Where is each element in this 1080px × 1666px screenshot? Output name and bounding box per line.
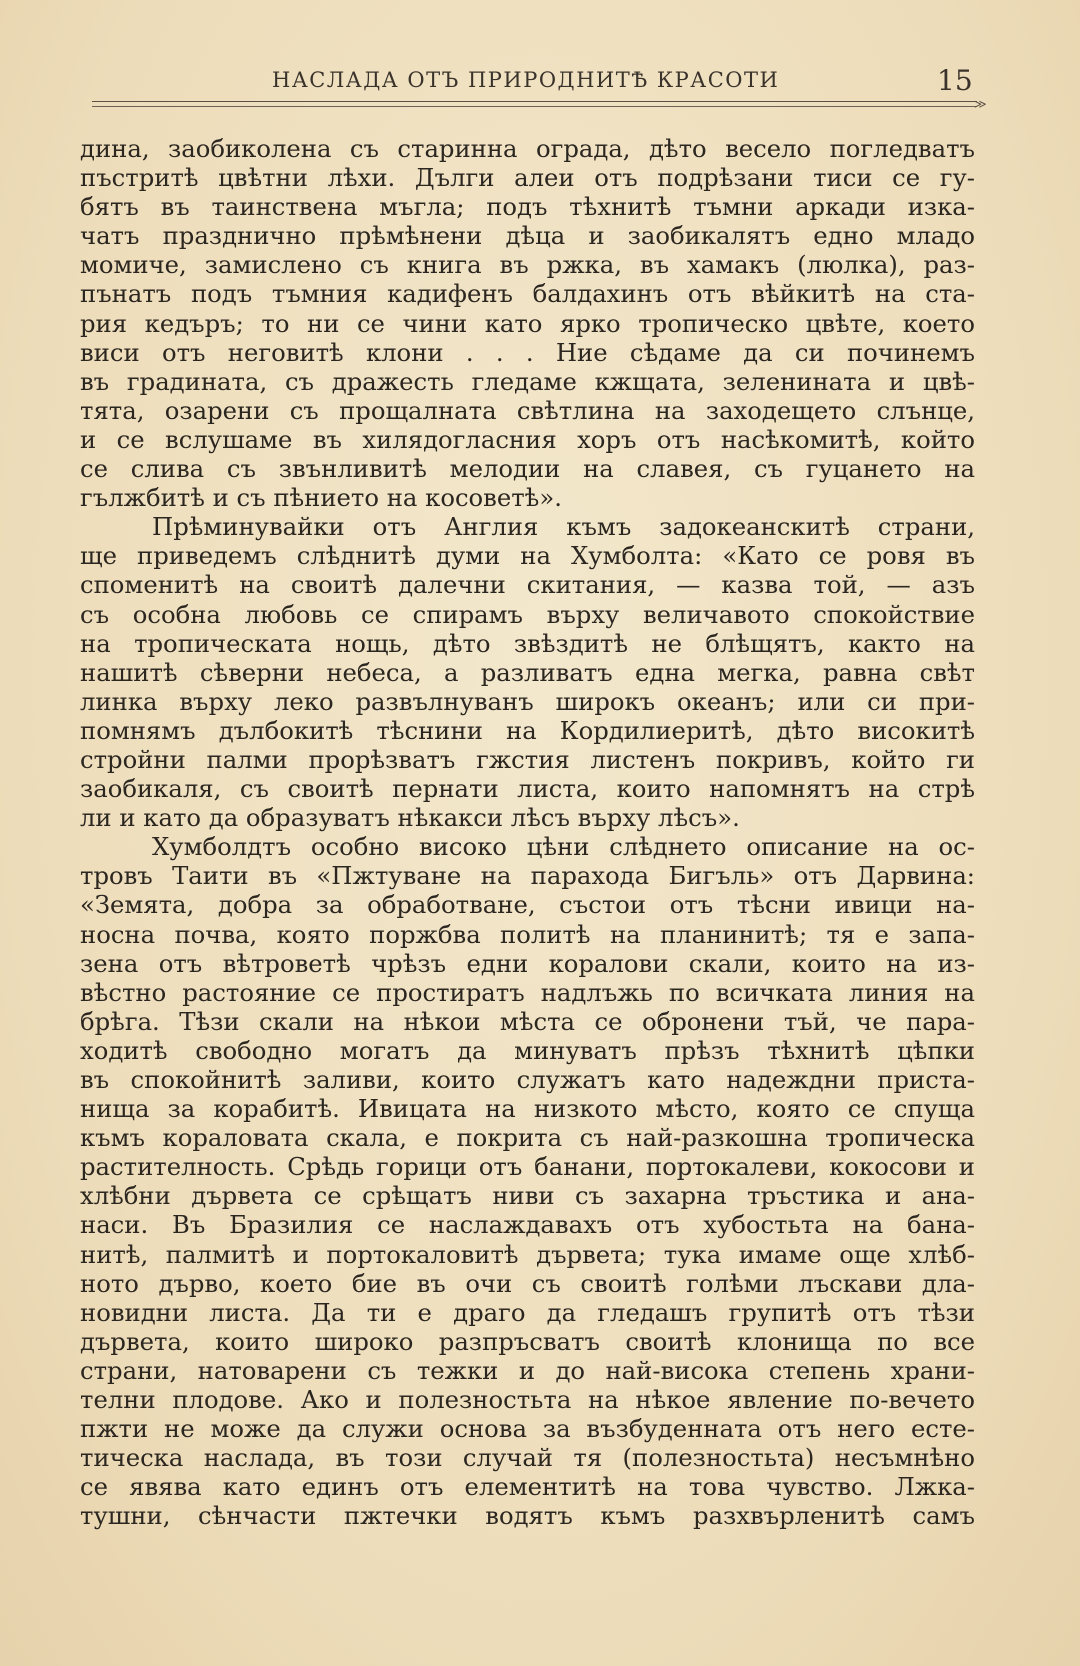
body-text [80, 134, 975, 1531]
text-line: виси отъ неговитѣ клони . . . Ние сѣдаме да си починемъ [80, 337, 975, 367]
text-line: новидни листа. Да ти е драго да гледашъ групитѣ отъ тѣзи [80, 1297, 975, 1327]
text-line: тушни, сѣнчасти пжтечки водятъ къмъ разхвърленитѣ самъ [80, 1501, 975, 1531]
text-line: се явява като единъ отъ елементитѣ на това чувство. Лжка- [80, 1472, 975, 1502]
text-line: линка върху леко развълнуванъ широкъ океанъ; или си при- [80, 686, 975, 716]
text-line: Прѣминувайки отъ Англия къмъ задокеанскитѣ страни, [152, 512, 975, 542]
text-line: къмъ кораловата скала, е покрита съ най-разкошна тропическа [80, 1123, 975, 1153]
text-line: чатъ празднично прѣмѣнени дѣца и заобикалятъ едно младо [80, 221, 975, 251]
text-line: брѣга. Тѣзи скали на нѣкои мѣста се обронени тъй, че пара- [80, 1006, 975, 1036]
text-line: ли и като да образуватъ нѣкакси лѣсъ върху лѣсъ». [80, 803, 740, 833]
text-line: ното дърво, което бие въ очи съ своитѣ голѣми лъскави дла- [80, 1268, 975, 1298]
text-line: нища за корабитѣ. Ивицата на низкото мѣсто, която се спуща [80, 1094, 975, 1124]
text-line: хлѣбни дървета се срѣщатъ ниви съ захарна тръстика и ана- [80, 1181, 975, 1211]
text-line: тровъ Таити въ «Пжтуване на парахода Бигъль» отъ Дарвина: [80, 861, 975, 891]
text-line: и се вслушаме въ хилядогласния хоръ отъ насѣкомитѣ, който [80, 424, 975, 454]
text-line: ходитѣ свободно могатъ да минуватъ прѣзъ тѣхнитѣ цѣпки [80, 1035, 975, 1065]
text-line: наси. Въ Бразилия се наслаждавахъ отъ хубостьта на бана- [80, 1210, 975, 1240]
text-line: телни плодове. Ако и полезностьта на нѣкое явление по-вечето [80, 1385, 975, 1415]
text-line: дина, заобиколена съ старинна ограда, дѣто весело погледватъ [80, 134, 975, 163]
text-line: нитѣ, палмитѣ и портокаловитѣ дървета; тука имаме още хлѣб- [80, 1239, 975, 1269]
text-line: дървета, които широко разпръсватъ своитѣ клонища по все [80, 1326, 975, 1356]
text-line: ще приведемъ слѣднитѣ думи на Хумболта: «Като се ровя въ [80, 541, 975, 571]
text-line: «Земята, добра за обработване, състои отъ тѣсни ивици на- [80, 890, 975, 920]
text-line: носна почва, която поржбва политѣ на планинитѣ; тя е запа- [80, 919, 975, 949]
text-line: бятъ въ таинствена мъгла; подъ тѣхнитѣ тъмни аркади изка- [80, 192, 975, 222]
text-line: Хумболдтъ особно високо цѣни слѣднето описание на ос- [152, 832, 975, 862]
text-line: рия кедъръ; то ни се чини като ярко тропическо цвѣте, което [80, 308, 975, 338]
text-line: зена отъ вѣтроветѣ чрѣзъ едни коралови скали, които на из- [80, 948, 975, 978]
page-header [92, 60, 992, 100]
text-line: страни, натоварени съ тежки и до най-висока степень храни- [80, 1355, 975, 1385]
rule-ornament: ≫ [974, 97, 987, 111]
text-line: растителность. Срѣдь горици отъ банани, портокалеви, кокосови и [80, 1152, 975, 1182]
text-line: въ градината, съ дражесть гледаме кжщата, зеленината и цвѣ- [80, 366, 975, 396]
text-line: тическа наслада, въ този случай тя (полезностьта) несъмнѣно [80, 1443, 975, 1473]
text-line: помнямъ дълбокитѣ тѣснини на Кордилиеритѣ, дѣто високитѣ [80, 715, 975, 745]
header-rule-thin [92, 106, 977, 107]
text-line: вѣстно растояние се простиратъ надлъжь по всичката линия на [80, 977, 975, 1007]
text-line: гължбитѣ и съ пѣнието на косоветѣ». [80, 483, 562, 513]
header-rule [92, 101, 977, 102]
text-line: съ особна любовь се спирамъ върху величавото спокойствие [80, 599, 975, 629]
running-title: НАСЛАДА ОТЪ ПРИРОДНИТѢ КРАСОТИ [272, 68, 780, 92]
text-line: пжти не може да служи основа за възбуденната отъ него есте- [80, 1414, 975, 1444]
text-line: пънатъ подъ тъмния кадифенъ балдахинъ отъ вѣйкитѣ на ста- [80, 279, 975, 309]
text-line: на тропическата нощь, дѣто звѣздитѣ не блѣщятъ, както на [80, 628, 975, 658]
text-line: въ спокойнитѣ заливи, които служатъ като надеждни приста- [80, 1065, 975, 1094]
text-line: момиче, замислено съ книга въ ржка, въ хамакъ (люлка), раз- [80, 250, 975, 280]
text-line: пъстритѣ цвѣтни лѣхи. Дълги алеи отъ подрѣзани тиси се гу- [80, 163, 975, 193]
page-number: 15 [937, 64, 973, 97]
text-line: се слива съ звънливитѣ мелодии на славея, съ гуцането на [80, 454, 975, 484]
text-line: споменитѣ на своитѣ далечни скитания, — казва той, — азъ [80, 570, 975, 600]
text-line: нашитѣ сѣверни небеса, а разливатъ една мегка, равна свѣт [80, 657, 975, 687]
text-line: стройни палми прорѣзватъ гжстия листенъ покривъ, който ги [80, 744, 975, 774]
text-line: тята, озарени съ прощалната свѣтлина на заходещето слънце, [80, 395, 975, 425]
text-line: заобикаля, съ своитѣ пернати листа, които напомнятъ на стрѣ [80, 774, 975, 804]
